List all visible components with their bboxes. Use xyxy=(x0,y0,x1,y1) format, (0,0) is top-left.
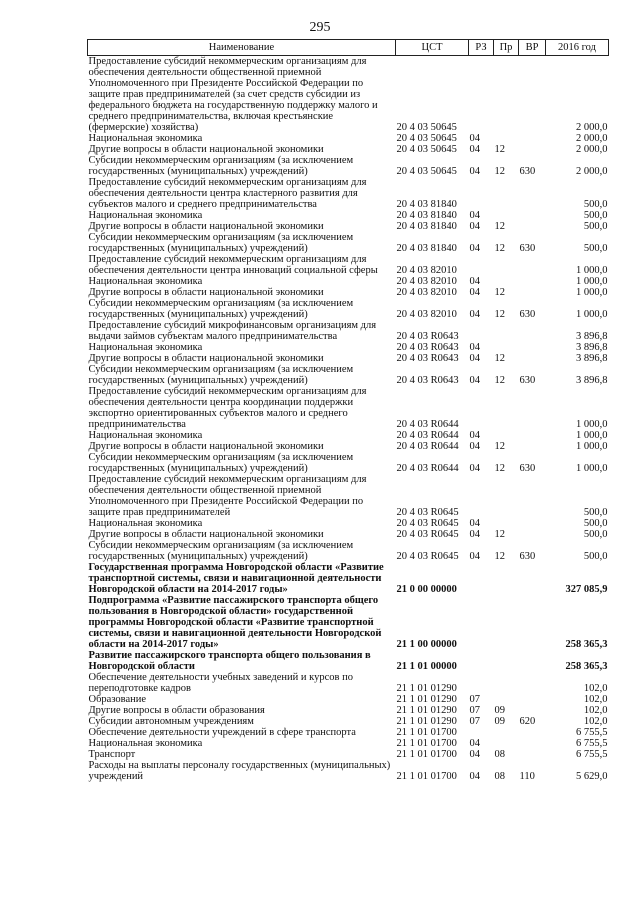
cell-rz: 04 xyxy=(469,441,480,452)
cell-cst: 21 1 01 01290 xyxy=(396,716,457,727)
cell-pr: 12 xyxy=(494,441,505,452)
cell-rz: 04 xyxy=(469,287,480,298)
page-number: 295 xyxy=(309,20,331,35)
cell-vr xyxy=(519,694,546,705)
cell-amt: 1 000,0 xyxy=(576,287,608,298)
cell-vr xyxy=(519,254,546,276)
cell-amt: 3 896,8 xyxy=(576,353,608,364)
cell-amt: 500,0 xyxy=(583,199,608,210)
cell-pr: 12 xyxy=(494,287,505,298)
cell-rz xyxy=(469,474,494,518)
cell-amt: 500,0 xyxy=(583,243,608,254)
cell-amt: 3 896,8 xyxy=(576,342,608,353)
table-row xyxy=(88,276,609,287)
cell-rz: 07 xyxy=(469,716,480,727)
table-row xyxy=(88,694,609,705)
table-row xyxy=(88,650,609,672)
cell-name: Другие вопросы в области национальной экономики xyxy=(88,144,324,155)
cell-pr xyxy=(494,56,519,134)
cell-rz xyxy=(469,177,494,210)
cell-amt: 500,0 xyxy=(583,529,608,540)
cell-pr: 12 xyxy=(494,243,505,254)
cell-cst: 20 4 03 81840 xyxy=(396,243,457,254)
cell-rz: 04 xyxy=(469,430,480,441)
cell-vr: 630 xyxy=(519,243,536,254)
cell-name: Национальная экономика xyxy=(88,276,203,287)
cell-name: Субсидии некоммерческим организациям (за исключением государственных (муниципальных) учреждений) xyxy=(88,540,354,562)
cell-rz: 04 xyxy=(469,133,480,144)
cell-amt: 102,0 xyxy=(583,716,608,727)
table-row xyxy=(88,320,609,342)
cell-cst: 20 4 03 50645 xyxy=(396,166,457,177)
cell-cst: 20 4 03 82010 xyxy=(396,276,457,287)
cell-pr: 12 xyxy=(494,375,505,386)
cell-vr: 630 xyxy=(519,551,536,562)
cell-cst: 20 4 03 82010 xyxy=(396,287,457,298)
table-body xyxy=(88,56,609,783)
cell-amt: 6 755,5 xyxy=(576,738,608,749)
cell-cst: 21 1 01 01290 xyxy=(396,683,457,694)
cell-name: Другие вопросы в области национальной экономики xyxy=(88,287,324,298)
cell-amt: 3 896,8 xyxy=(576,331,608,342)
cell-name: Национальная экономика xyxy=(88,430,203,441)
cell-cst: 20 4 03 R0643 xyxy=(396,331,459,342)
cell-name: Субсидии автономным учреждениям xyxy=(88,716,254,727)
cell-name: Другие вопросы в области национальной экономики xyxy=(88,529,324,540)
table-row xyxy=(88,133,609,144)
cell-cst: 20 4 03 R0644 xyxy=(396,441,459,452)
cell-cst: 21 1 01 01700 xyxy=(396,749,457,760)
cell-pr xyxy=(494,595,519,650)
cell-cst: 21 1 00 00000 xyxy=(396,639,457,650)
cell-rz: 04 xyxy=(469,342,480,353)
cell-pr xyxy=(494,672,519,694)
cell-rz: 04 xyxy=(469,309,480,320)
table-row xyxy=(88,342,609,353)
cell-vr: 110 xyxy=(519,771,535,782)
cell-name: Национальная экономика xyxy=(88,342,203,353)
cell-amt: 3 896,8 xyxy=(576,375,608,386)
cell-pr xyxy=(494,430,519,441)
cell-vr: 630 xyxy=(519,309,536,320)
cell-amt: 102,0 xyxy=(583,694,608,705)
cell-cst: 21 0 00 00000 xyxy=(396,584,457,595)
cell-pr xyxy=(494,342,519,353)
cell-vr: 630 xyxy=(519,166,536,177)
table-row xyxy=(88,738,609,749)
column-header-cst: ЦСТ xyxy=(396,40,469,56)
cell-name: Другие вопросы в области образования xyxy=(88,705,265,716)
cell-pr: 09 xyxy=(494,705,505,716)
cell-rz: 04 xyxy=(469,749,480,760)
table-row xyxy=(88,144,609,155)
cell-rz: 04 xyxy=(469,144,480,155)
cell-amt: 1 000,0 xyxy=(576,441,608,452)
table-row xyxy=(88,430,609,441)
table-row xyxy=(88,595,609,650)
cell-name: Субсидии некоммерческим организациям (за исключением государственных (муниципальных) учреждений) xyxy=(88,298,354,320)
cell-pr xyxy=(494,133,519,144)
table-row xyxy=(88,56,609,134)
cell-vr xyxy=(519,353,546,364)
cell-rz: 07 xyxy=(469,694,480,705)
cell-vr xyxy=(519,320,546,342)
cell-amt: 2 000,0 xyxy=(576,144,608,155)
cell-rz: 04 xyxy=(469,375,480,386)
cell-vr xyxy=(519,441,546,452)
cell-amt: 1 000,0 xyxy=(576,276,608,287)
cell-amt: 500,0 xyxy=(583,221,608,232)
cell-name: Предоставление субсидий некоммерческим организациям для обеспечения деятельности общественной приемной Уполномоченного при Президенте Российской Федерации по защите прав предпринимателей xyxy=(88,474,367,518)
cell-vr xyxy=(519,705,546,716)
cell-amt: 102,0 xyxy=(583,683,608,694)
column-header-vr: ВР xyxy=(519,40,546,56)
cell-vr xyxy=(519,727,546,738)
cell-name: Национальная экономика xyxy=(88,518,203,529)
cell-pr: 12 xyxy=(494,463,505,474)
cell-pr xyxy=(494,320,519,342)
cell-vr xyxy=(519,133,546,144)
cell-cst: 20 4 03 50645 xyxy=(396,133,457,144)
cell-name: Предоставление субсидий некоммерческим организациям для обеспечения деятельности общественной приемной Уполномоченного при Президенте Российской Федерации по защите прав предпринимателей (за счет средств субсидии из федерального бюджета на государственную поддержку малого и среднего предпринимательства, включая крестьянские (фермерские) хозяйства) xyxy=(88,56,378,133)
cell-vr: 620 xyxy=(519,716,536,727)
cell-vr xyxy=(519,177,546,210)
table-row xyxy=(88,287,609,298)
cell-vr xyxy=(519,672,546,694)
cell-rz: 04 xyxy=(469,221,480,232)
cell-name: Транспорт xyxy=(88,749,136,760)
cell-cst: 20 4 03 50645 xyxy=(396,144,457,155)
cell-cst: 21 1 01 01700 xyxy=(396,738,457,749)
cell-cst: 20 4 03 R0644 xyxy=(396,419,459,430)
cell-cst: 20 4 03 R0645 xyxy=(396,551,459,562)
cell-pr: 12 xyxy=(494,353,505,364)
cell-cst: 20 4 03 R0645 xyxy=(396,529,459,540)
cell-cst: 21 1 01 01700 xyxy=(396,771,457,782)
cell-pr xyxy=(494,518,519,529)
cell-rz: 04 xyxy=(469,166,480,177)
cell-cst: 21 1 01 01700 xyxy=(396,727,457,738)
cell-amt: 2 000,0 xyxy=(576,122,608,133)
cell-rz: 04 xyxy=(469,771,480,782)
cell-cst: 21 1 01 00000 xyxy=(396,661,457,672)
cell-pr: 12 xyxy=(494,551,505,562)
table-row xyxy=(88,540,609,562)
cell-name: Предоставление субсидий микрофинансовым организациям для выдачи займов субъектам малого предпринимательства xyxy=(88,320,377,342)
table-row xyxy=(88,474,609,518)
table-row xyxy=(88,254,609,276)
cell-vr xyxy=(519,342,546,353)
cell-name: Субсидии некоммерческим организациям (за исключением государственных (муниципальных) учреждений) xyxy=(88,452,354,474)
cell-rz xyxy=(469,320,494,342)
cell-pr xyxy=(494,694,519,705)
cell-vr: 630 xyxy=(519,375,536,386)
cell-vr xyxy=(519,650,546,672)
cell-vr xyxy=(519,529,546,540)
table-row xyxy=(88,210,609,221)
cell-name: Субсидии некоммерческим организациям (за исключением государственных (муниципальных) учреждений) xyxy=(88,232,354,254)
cell-rz xyxy=(469,595,494,650)
table-row xyxy=(88,364,609,386)
cell-amt: 6 755,5 xyxy=(576,727,608,738)
cell-cst: 20 4 03 50645 xyxy=(396,122,457,133)
cell-rz: 04 xyxy=(469,243,480,254)
cell-cst: 20 4 03 R0644 xyxy=(396,430,459,441)
cell-amt: 2 000,0 xyxy=(576,133,608,144)
column-header-pr: Пр xyxy=(494,40,519,56)
cell-name: Предоставление субсидий некоммерческим организациям для обеспечения деятельности центра координации поддержки экспортно ориентированных субъектов малого и среднего предпринимательства xyxy=(88,386,367,430)
cell-name: Другие вопросы в области национальной экономики xyxy=(88,441,324,452)
cell-rz: 04 xyxy=(469,463,480,474)
table-row xyxy=(88,705,609,716)
cell-rz: 04 xyxy=(469,210,480,221)
table-row xyxy=(88,760,609,782)
cell-cst: 20 4 03 R0645 xyxy=(396,518,459,529)
cell-vr xyxy=(519,738,546,749)
cell-cst: 20 4 03 82010 xyxy=(396,309,457,320)
table-row xyxy=(88,155,609,177)
table-row xyxy=(88,518,609,529)
cell-amt: 1 000,0 xyxy=(576,265,608,276)
cell-rz: 04 xyxy=(469,276,480,287)
cell-amt: 500,0 xyxy=(583,210,608,221)
cell-name: Образование xyxy=(88,694,147,705)
cell-vr xyxy=(519,518,546,529)
table-row xyxy=(88,529,609,540)
cell-vr xyxy=(519,430,546,441)
cell-pr xyxy=(494,474,519,518)
cell-rz: 04 xyxy=(469,518,480,529)
cell-amt: 1 000,0 xyxy=(576,463,608,474)
cell-pr: 12 xyxy=(494,529,505,540)
cell-cst: 20 4 03 R0643 xyxy=(396,342,459,353)
cell-rz xyxy=(469,672,494,694)
cell-pr: 12 xyxy=(494,166,505,177)
table-row xyxy=(88,232,609,254)
cell-name: Развитие пассажирского транспорта общего пользования в Новгородской области xyxy=(88,650,371,672)
table-row xyxy=(88,441,609,452)
table-row xyxy=(88,386,609,430)
cell-name: Национальная экономика xyxy=(88,738,203,749)
table-row xyxy=(88,727,609,738)
cell-amt: 5 629,0 xyxy=(576,771,608,782)
cell-amt: 500,0 xyxy=(583,551,608,562)
table-row xyxy=(88,672,609,694)
cell-vr xyxy=(519,144,546,155)
cell-amt: 500,0 xyxy=(583,507,608,518)
cell-amt: 327 085,9 xyxy=(565,584,608,595)
cell-pr xyxy=(494,650,519,672)
column-header-rz: РЗ xyxy=(469,40,494,56)
cell-pr: 08 xyxy=(494,771,505,782)
cell-amt: 1 000,0 xyxy=(576,419,608,430)
cell-vr xyxy=(519,210,546,221)
cell-rz xyxy=(469,562,494,595)
cell-name: Предоставление субсидий некоммерческим организациям для обеспечения деятельности центра кластерного развития для субъектов малого и среднего предпринимательства xyxy=(88,177,367,210)
budget-table xyxy=(87,39,609,782)
cell-name: Подпрограмма «Развитие пассажирского транспорта общего пользования в Новгородской области» государственной программы Новгородской области «Развитие транспортной системы, связи и навигационной деятельности Новгородской области на 2014-2017 годы» xyxy=(88,595,382,650)
cell-pr: 12 xyxy=(494,309,505,320)
cell-cst: 20 4 03 82010 xyxy=(396,265,457,276)
cell-pr xyxy=(494,738,519,749)
cell-vr xyxy=(519,386,546,430)
cell-name: Другие вопросы в области национальной экономики xyxy=(88,353,324,364)
cell-cst: 21 1 01 01290 xyxy=(396,705,457,716)
cell-rz xyxy=(469,727,494,738)
cell-amt: 2 000,0 xyxy=(576,166,608,177)
cell-pr: 09 xyxy=(494,716,505,727)
cell-vr xyxy=(519,595,546,650)
cell-name: Субсидии некоммерческим организациям (за исключением государственных (муниципальных) учреждений) xyxy=(88,364,354,386)
cell-cst: 20 4 03 R0643 xyxy=(396,375,459,386)
cell-pr xyxy=(494,727,519,738)
cell-rz: 07 xyxy=(469,705,480,716)
table-row xyxy=(88,749,609,760)
table-row xyxy=(88,177,609,210)
cell-cst: 21 1 01 01290 xyxy=(396,694,457,705)
column-header-year: 2016 год xyxy=(546,40,609,56)
table-row xyxy=(88,221,609,232)
cell-rz xyxy=(469,56,494,134)
cell-name: Обеспечение деятельности учреждений в сфере транспорта xyxy=(88,727,356,738)
cell-pr xyxy=(494,276,519,287)
cell-rz: 04 xyxy=(469,529,480,540)
cell-pr: 12 xyxy=(494,144,505,155)
cell-name: Национальная экономика xyxy=(88,210,203,221)
table-row xyxy=(88,452,609,474)
cell-vr xyxy=(519,474,546,518)
cell-amt: 1 000,0 xyxy=(576,430,608,441)
cell-amt: 1 000,0 xyxy=(576,309,608,320)
cell-pr xyxy=(494,210,519,221)
cell-name: Другие вопросы в области национальной экономики xyxy=(88,221,324,232)
cell-pr xyxy=(494,386,519,430)
cell-vr xyxy=(519,562,546,595)
cell-name: Субсидии некоммерческим организациям (за исключением государственных (муниципальных) учреждений) xyxy=(88,155,354,177)
cell-pr xyxy=(494,254,519,276)
cell-name: Национальная экономика xyxy=(88,133,203,144)
cell-vr xyxy=(519,749,546,760)
cell-rz: 04 xyxy=(469,353,480,364)
cell-vr: 630 xyxy=(519,463,536,474)
table-row xyxy=(88,298,609,320)
cell-amt: 258 365,3 xyxy=(565,661,608,672)
cell-pr: 08 xyxy=(494,749,505,760)
cell-rz: 04 xyxy=(469,738,480,749)
cell-vr xyxy=(519,56,546,134)
cell-rz xyxy=(469,386,494,430)
cell-cst: 20 4 03 81840 xyxy=(396,221,457,232)
cell-amt: 102,0 xyxy=(583,705,608,716)
cell-vr xyxy=(519,221,546,232)
cell-name: Обеспечение деятельности учебных заведений и курсов по переподготовке кадров xyxy=(88,672,353,694)
table-header-row xyxy=(88,40,609,56)
cell-cst: 20 4 03 R0645 xyxy=(396,507,459,518)
cell-pr: 12 xyxy=(494,221,505,232)
cell-pr xyxy=(494,562,519,595)
cell-rz: 04 xyxy=(469,551,480,562)
table-row xyxy=(88,562,609,595)
cell-name: Государственная программа Новгородской области «Развитие транспортной системы, связи и навигационной деятельности Новгородской области на 2014-2017 годы» xyxy=(88,562,384,595)
cell-cst: 20 4 03 R0643 xyxy=(396,353,459,364)
cell-amt: 500,0 xyxy=(583,518,608,529)
cell-pr xyxy=(494,177,519,210)
cell-rz xyxy=(469,254,494,276)
cell-rz xyxy=(469,650,494,672)
cell-cst: 20 4 03 R0644 xyxy=(396,463,459,474)
cell-vr xyxy=(519,287,546,298)
cell-name: Предоставление субсидий некоммерческим организациям для обеспечения деятельности центра инноваций социальной сферы xyxy=(88,254,378,276)
table-row xyxy=(88,353,609,364)
cell-cst: 20 4 03 81840 xyxy=(396,199,457,210)
table-row xyxy=(88,716,609,727)
cell-amt: 258 365,3 xyxy=(565,639,608,650)
cell-name: Расходы на выплаты персоналу государственных (муниципальных) учреждений xyxy=(88,760,391,782)
cell-amt: 6 755,5 xyxy=(576,749,608,760)
cell-cst: 20 4 03 81840 xyxy=(396,210,457,221)
column-header-name: Наименование xyxy=(88,40,396,56)
cell-vr xyxy=(519,276,546,287)
